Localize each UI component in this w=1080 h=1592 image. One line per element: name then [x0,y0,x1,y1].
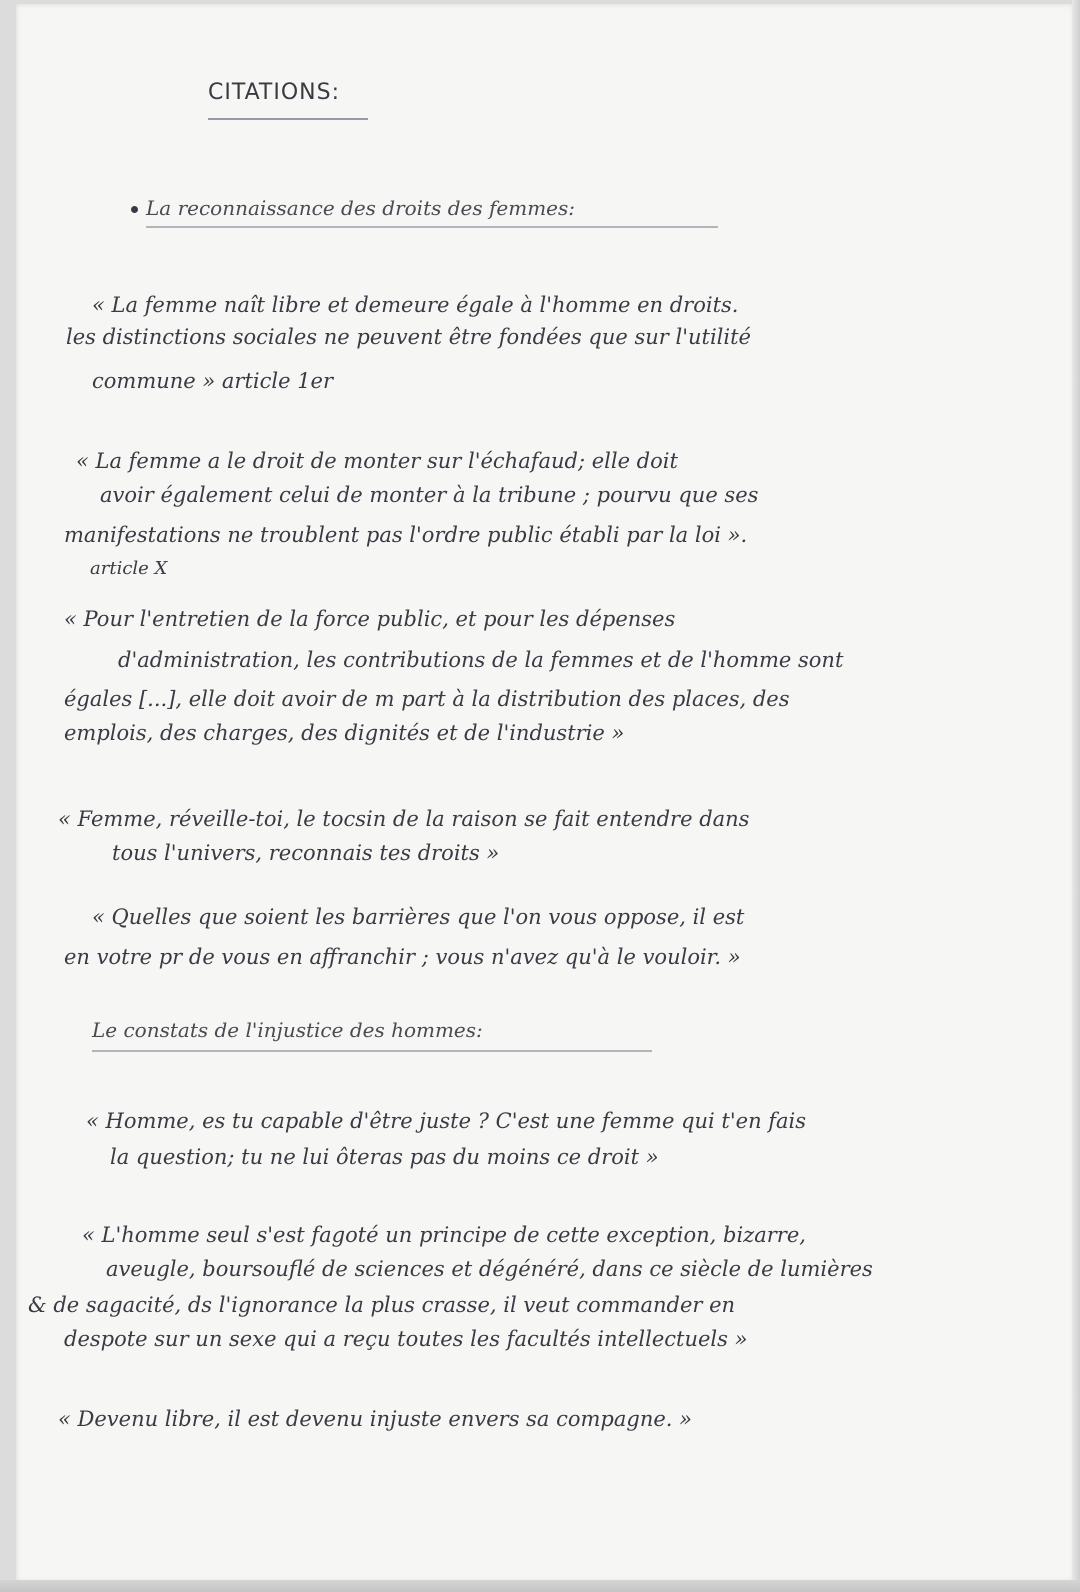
section-heading-underline [146,226,718,228]
quote-line: égales [...], elle doit avoir de m part à la distribution des places, des [64,687,790,711]
bullet-icon [131,206,138,213]
quote-line: les distinctions sociales ne peuvent être fondées que sur l'utilité [66,325,751,349]
section-heading-injustice: Le constats de l'injustice des hommes: [92,1018,483,1042]
quote-line: tous l'univers, reconnais tes droits » [112,841,500,865]
title-underline [208,118,368,120]
quote-line: en votre pr de vous en affranchir ; vous n'avez qu'à le vouloir. » [64,945,741,969]
quote-line: « L'homme seul s'est fagoté un principe de cette exception, bizarre, [82,1223,806,1247]
quote-line: « Homme, es tu capable d'être juste ? C'est une femme qui t'en fais [86,1109,807,1133]
section-heading-rights: La reconnaissance des droits des femmes: [146,196,575,220]
quote-line: « La femme naît libre et demeure égale à l'homme en droits. [92,293,739,317]
quote-line: article X [90,558,168,579]
quote-line: despote sur un sexe qui a reçu toutes les facultés intellectuels » [64,1327,748,1351]
quote-line: emplois, des charges, des dignités et de l'industrie » [64,721,625,745]
quote-line: manifestations ne troublent pas l'ordre public établi par la loi ». [64,523,748,547]
quote-line: avoir également celui de monter à la tribune ; pourvu que ses [100,483,759,507]
quote-line: & de sagacité, ds l'ignorance la plus crasse, il veut commander en [28,1293,736,1317]
quote-line: « Devenu libre, il est devenu injuste envers sa compagne. » [58,1407,692,1431]
quote-line: « Quelles que soient les barrières que l'on vous oppose, il est [92,905,745,929]
quote-line: commune » article 1er [92,369,334,393]
section-heading-underline [92,1050,652,1052]
quote-line: « La femme a le droit de monter sur l'échafaud; elle doit [76,449,678,473]
quote-line: aveugle, boursouflé de sciences et dégénéré, dans ce siècle de lumières [106,1257,873,1281]
quote-line: « Femme, réveille-toi, le tocsin de la raison se fait entendre dans [58,807,750,831]
quote-line: d'administration, les contributions de la femmes et de l'homme sont [118,648,844,672]
page-edge-right [1072,0,1080,1592]
quote-line: la question; tu ne lui ôteras pas du moins ce droit » [110,1145,659,1169]
page-title: CITATIONS: [208,80,340,105]
quote-line: « Pour l'entretien de la force public, et pour les dépenses [64,607,676,631]
page-edge-bottom [0,1580,1080,1592]
